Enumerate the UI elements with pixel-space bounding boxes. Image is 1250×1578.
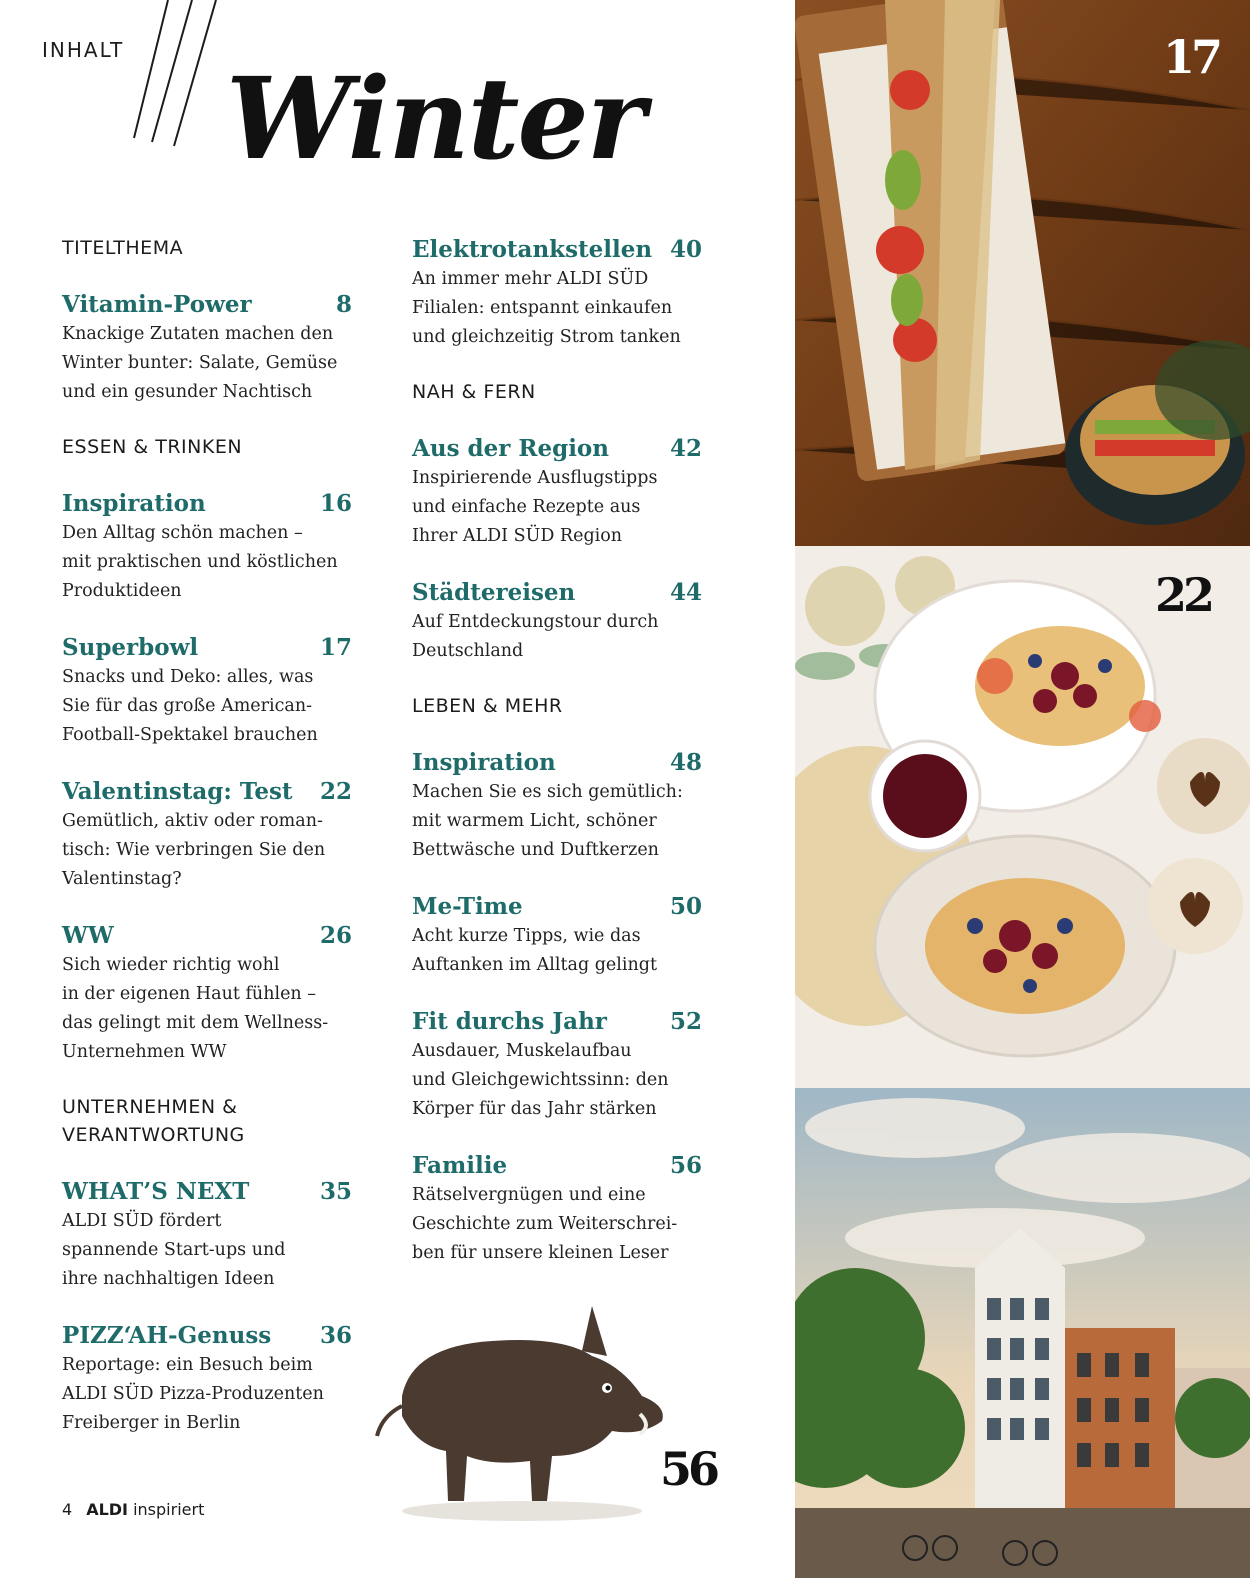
toc-entry[interactable] xyxy=(412,747,702,865)
photo-page-56: 56 xyxy=(660,1442,717,1496)
toc-entry-heading xyxy=(412,433,702,465)
toc-entry-description xyxy=(412,608,702,666)
toc-right-column xyxy=(412,234,702,1294)
toc-entry-description xyxy=(62,807,352,894)
toc-entry-line: das gelingt mit dem Wellness- xyxy=(62,1013,329,1033)
toc-entry-line: Produktideen xyxy=(62,581,182,601)
page-number: 4 xyxy=(62,1500,73,1519)
toc-entry-heading xyxy=(62,289,352,321)
section-heading: NAH & FERN xyxy=(412,381,536,403)
toc-entry-line: ben für unsere kleinen Leser xyxy=(412,1243,669,1263)
toc-entry[interactable] xyxy=(62,488,352,606)
toc-entry-heading xyxy=(412,1006,702,1038)
toc-entry-page: 35 xyxy=(319,1178,352,1205)
toc-entry-description xyxy=(62,320,352,407)
boar-illustration xyxy=(372,1296,682,1526)
toc-entry-title: Vitamin-Power xyxy=(62,291,252,318)
toc-entry-description xyxy=(412,1037,702,1124)
toc-entry-page: 16 xyxy=(319,490,352,517)
page-footer xyxy=(62,1500,204,1519)
toc-entry-description xyxy=(62,663,352,750)
page-title: Winter xyxy=(226,54,644,185)
toc-entry-description xyxy=(412,922,702,980)
toc-entry-line: Bettwäsche und Duftkerzen xyxy=(412,840,659,860)
toc-entry-line: Inspirierende Ausflugstipps xyxy=(412,468,658,488)
toc-entry-heading xyxy=(62,488,352,520)
toc-entry-line: Unternehmen WW xyxy=(62,1042,227,1062)
toc-entry-page: 22 xyxy=(319,778,352,805)
toc-entry-line: Gemütlich, aktiv oder roman- xyxy=(62,811,323,831)
footer-brand: ALDI xyxy=(86,1500,128,1519)
toc-entry-line: Deutschland xyxy=(412,641,524,661)
toc-entry-line: Winter bunter: Salate, Gemüse xyxy=(62,353,338,373)
toc-entry-heading xyxy=(412,747,702,779)
toc-entry-description xyxy=(62,1207,352,1294)
toc-entry[interactable] xyxy=(412,1150,702,1268)
toc-entry-line: spannende Start-ups und xyxy=(62,1240,286,1260)
toc-entry-line: Freiberger in Berlin xyxy=(62,1413,241,1433)
toc-entry-title: Inspiration xyxy=(412,749,556,776)
toc-entry-heading xyxy=(412,891,702,923)
toc-entry-line: Den Alltag schön machen – xyxy=(62,523,303,543)
toc-entry-heading xyxy=(62,920,352,952)
toc-entry-line: Ihrer ALDI SÜD Region xyxy=(412,526,623,546)
toc-entry-page: 42 xyxy=(669,435,702,462)
toc-entry-description xyxy=(412,1181,702,1268)
footer-brand-suffix: inspiriert xyxy=(133,1500,205,1519)
toc-entry-page: 48 xyxy=(669,749,702,776)
toc-entry-page: 52 xyxy=(669,1008,702,1035)
toc-entry-title: WW xyxy=(62,922,114,949)
decorative-slashes xyxy=(128,0,228,150)
toc-entry-title: Superbowl xyxy=(62,634,199,661)
toc-entry-title: Städtereisen xyxy=(412,579,576,606)
toc-entry-line: Körper für das Jahr stärken xyxy=(412,1099,657,1119)
toc-entry-line: und einfache Rezepte aus xyxy=(412,497,641,517)
toc-entry-heading xyxy=(62,632,352,664)
toc-entry-line: und Gleichgewichtssinn: den xyxy=(412,1070,669,1090)
toc-entry-line: ALDI SÜD Pizza-Produzenten xyxy=(62,1384,324,1404)
toc-entry[interactable] xyxy=(412,1006,702,1124)
toc-entry[interactable] xyxy=(412,577,702,666)
toc-entry-page: 44 xyxy=(669,579,702,606)
section-heading: ESSEN & TRINKEN xyxy=(62,436,243,458)
toc-entry-line: Geschichte zum Weiterschrei- xyxy=(412,1214,678,1234)
toc-entry-line: Snacks und Deko: alles, was xyxy=(62,667,314,687)
toc-entry-line: Reportage: ein Besuch beim xyxy=(62,1355,313,1375)
toc-entry-line: Machen Sie es sich gemütlich: xyxy=(412,782,683,802)
toc-entry[interactable] xyxy=(412,891,702,980)
toc-entry-title: Inspiration xyxy=(62,490,206,517)
toc-entry-title: Elektrotankstellen xyxy=(412,236,653,263)
section-label-inhalt: INHALT xyxy=(42,38,125,62)
toc-entry-page: 36 xyxy=(319,1322,352,1349)
toc-entry-line: Acht kurze Tipps, wie das xyxy=(412,926,641,946)
toc-entry-heading xyxy=(62,1176,352,1208)
toc-entry-heading xyxy=(412,234,702,266)
toc-entry-line: Ausdauer, Muskelaufbau xyxy=(412,1041,632,1061)
toc-entry-title: Me-Time xyxy=(412,893,523,920)
toc-entry-heading xyxy=(62,1320,352,1352)
toc-entry-title: Fit durchs Jahr xyxy=(412,1008,607,1035)
toc-entry[interactable] xyxy=(62,1176,352,1294)
section-heading: LEBEN & MEHR xyxy=(412,695,563,717)
toc-entry-description xyxy=(412,265,702,352)
toc-entry-line: Rätselvergnügen und eine xyxy=(412,1185,646,1205)
toc-entry-title: WHAT’S NEXT xyxy=(62,1178,250,1205)
toc-entry-description xyxy=(62,1351,352,1438)
toc-entry-page: 40 xyxy=(669,236,702,263)
toc-entry-description xyxy=(62,951,352,1067)
toc-left-column xyxy=(62,234,352,1464)
toc-entry-line: Sich wieder richtig wohl xyxy=(62,955,280,975)
section-heading: TITELTHEMA xyxy=(62,237,184,259)
toc-entry[interactable] xyxy=(62,776,352,894)
toc-entry[interactable] xyxy=(62,632,352,750)
toc-entry-line: mit warmem Licht, schöner xyxy=(412,811,657,831)
toc-entry-page: 26 xyxy=(319,922,352,949)
toc-entry[interactable] xyxy=(62,1320,352,1438)
toc-entry-line: An immer mehr ALDI SÜD xyxy=(412,269,649,289)
toc-entry-line: und gleichzeitig Strom tanken xyxy=(412,327,681,347)
toc-entry-line: ALDI SÜD fördert xyxy=(62,1211,222,1231)
toc-entry-line: Knackige Zutaten machen den xyxy=(62,324,334,344)
city-photo xyxy=(795,1088,1250,1578)
toc-entry-page: 8 xyxy=(335,291,352,318)
toc-entry[interactable] xyxy=(412,433,702,551)
toc-entry-line: in der eigenen Haut fühlen – xyxy=(62,984,317,1004)
photo-page-22: 22 xyxy=(1155,568,1212,622)
toc-entry-description xyxy=(412,464,702,551)
toc-entry-heading xyxy=(62,776,352,808)
toc-entry-heading xyxy=(412,1150,702,1182)
toc-entry-line: Auftanken im Alltag gelingt xyxy=(412,955,657,975)
toc-entry-line: Valentinstag? xyxy=(62,869,182,889)
section-heading: UNTERNEHMEN & VERANTWORTUNG xyxy=(62,1096,245,1146)
toc-entry-page: 17 xyxy=(319,634,352,661)
toc-entry-line: mit praktischen und köstlichen xyxy=(62,552,338,572)
toc-entry[interactable] xyxy=(62,920,352,1067)
toc-entry[interactable] xyxy=(412,234,702,352)
toc-entry-line: Football-Spektakel brauchen xyxy=(62,725,318,745)
toc-entry-line: und ein gesunder Nachtisch xyxy=(62,382,313,402)
sandwich-photo xyxy=(795,0,1250,546)
toc-entry-title: Familie xyxy=(412,1152,508,1179)
toc-entry-title: Valentinstag: Test xyxy=(62,778,293,805)
toc-entry-page: 50 xyxy=(669,893,702,920)
toc-entry-description xyxy=(62,519,352,606)
toc-entry-line: Filialen: entspannt einkaufen xyxy=(412,298,673,318)
toc-entry-line: tisch: Wie verbringen Sie den xyxy=(62,840,326,860)
toc-entry-heading xyxy=(412,577,702,609)
toc-entry-description xyxy=(412,778,702,865)
toc-entry-line: Sie für das große American- xyxy=(62,696,313,716)
toc-entry-title: PIZZ‘AH-Genuss xyxy=(62,1322,272,1349)
pancakes-photo xyxy=(795,546,1250,1088)
toc-entry-line: Auf Entdeckungstour durch xyxy=(412,612,659,632)
toc-entry[interactable] xyxy=(62,289,352,407)
toc-entry-line: ihre nachhaltigen Ideen xyxy=(62,1269,275,1289)
photo-page-17: 17 xyxy=(1163,30,1220,84)
toc-entry-title: Aus der Region xyxy=(412,435,609,462)
toc-entry-page: 56 xyxy=(669,1152,702,1179)
